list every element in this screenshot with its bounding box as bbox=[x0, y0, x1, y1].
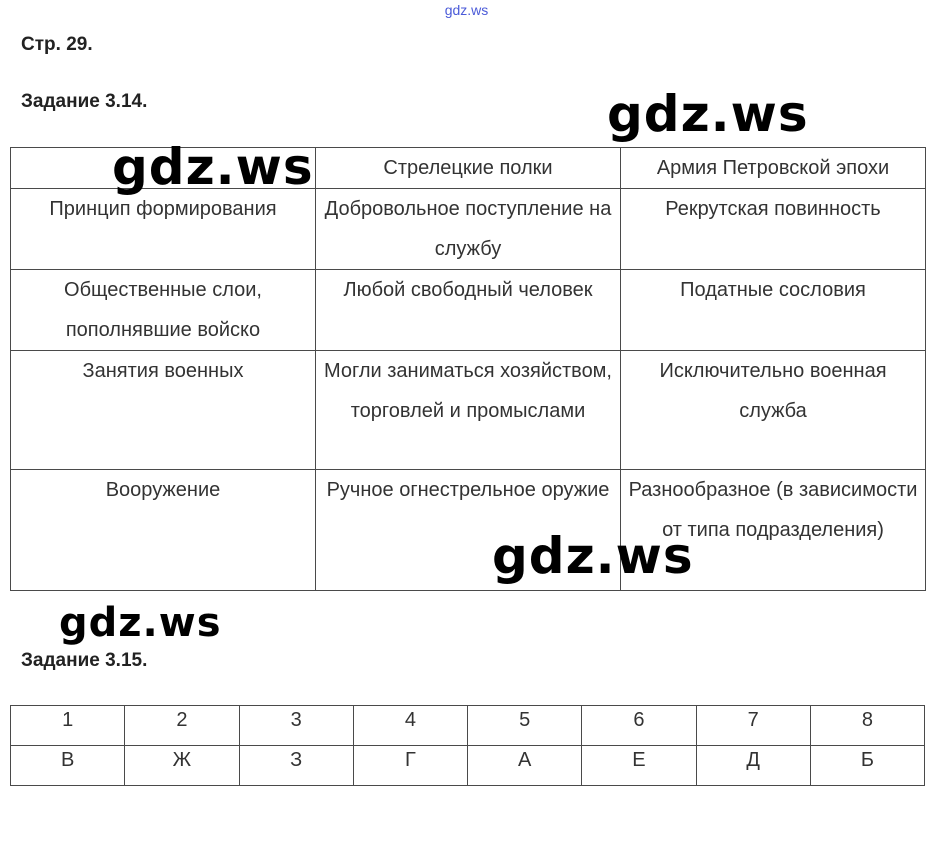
table-cell: Принцип формирования bbox=[11, 189, 316, 270]
answer-number-cell: 2 bbox=[125, 706, 239, 746]
answer-number-cell: 1 bbox=[11, 706, 125, 746]
top-watermark-link[interactable]: gdz.ws bbox=[444, 2, 489, 18]
table-cell: Любой свободный человек bbox=[316, 270, 621, 351]
army-comparison-table bbox=[10, 147, 926, 591]
table-cell: Разнообразное (в зависимости от типа подразделения) bbox=[621, 470, 926, 591]
watermark: gdz.ws bbox=[59, 600, 222, 646]
watermark: gdz.ws bbox=[607, 85, 809, 143]
table-header-cell: Армия Петровской эпохи bbox=[621, 148, 926, 189]
answer-letters-row bbox=[11, 746, 925, 786]
table-cell: Занятия военных bbox=[11, 351, 316, 470]
answer-number-cell: 8 bbox=[810, 706, 924, 746]
table-header-cell: Стрелецкие полки bbox=[316, 148, 621, 189]
page-number: Стр. 29. bbox=[21, 34, 93, 55]
answer-letter-cell: Б bbox=[810, 746, 924, 786]
answer-letter-cell: Г bbox=[353, 746, 467, 786]
table-cell: Добровольное поступление на службу bbox=[316, 189, 621, 270]
answer-letter-cell: Д bbox=[696, 746, 810, 786]
answer-number-cell: 4 bbox=[353, 706, 467, 746]
table-row bbox=[11, 351, 926, 470]
answer-letter-cell: Е bbox=[582, 746, 696, 786]
answer-number-cell: 6 bbox=[582, 706, 696, 746]
answer-number-cell: 3 bbox=[239, 706, 353, 746]
table-cell: Податные сословия bbox=[621, 270, 926, 351]
table-row bbox=[11, 189, 926, 270]
answer-letter-cell: А bbox=[468, 746, 582, 786]
answer-letter-cell: В bbox=[11, 746, 125, 786]
watermark: gdz.ws bbox=[112, 138, 314, 196]
answer-numbers-row bbox=[11, 706, 925, 746]
answer-table bbox=[10, 705, 925, 786]
answer-number-cell: 5 bbox=[468, 706, 582, 746]
answer-number-cell: 7 bbox=[696, 706, 810, 746]
watermark: gdz.ws bbox=[492, 527, 694, 585]
task-3-14-title: Задание 3.14. bbox=[21, 91, 148, 112]
answer-letter-cell: З bbox=[239, 746, 353, 786]
answer-letter-cell: Ж bbox=[125, 746, 239, 786]
table-row bbox=[11, 270, 926, 351]
table-cell: Общественные слои, пополнявшие войско bbox=[11, 270, 316, 351]
table-cell: Ручное огнестрельное оружие bbox=[316, 470, 621, 591]
table-cell: Исключительно военная служба bbox=[621, 351, 926, 470]
table-cell: Рекрутская повинность bbox=[621, 189, 926, 270]
task-3-15-title: Задание 3.15. bbox=[21, 650, 148, 671]
table-cell: Вооружение bbox=[11, 470, 316, 591]
table-row bbox=[11, 470, 926, 591]
table-cell: Могли заниматься хозяйством, торговлей и промыслами bbox=[316, 351, 621, 470]
